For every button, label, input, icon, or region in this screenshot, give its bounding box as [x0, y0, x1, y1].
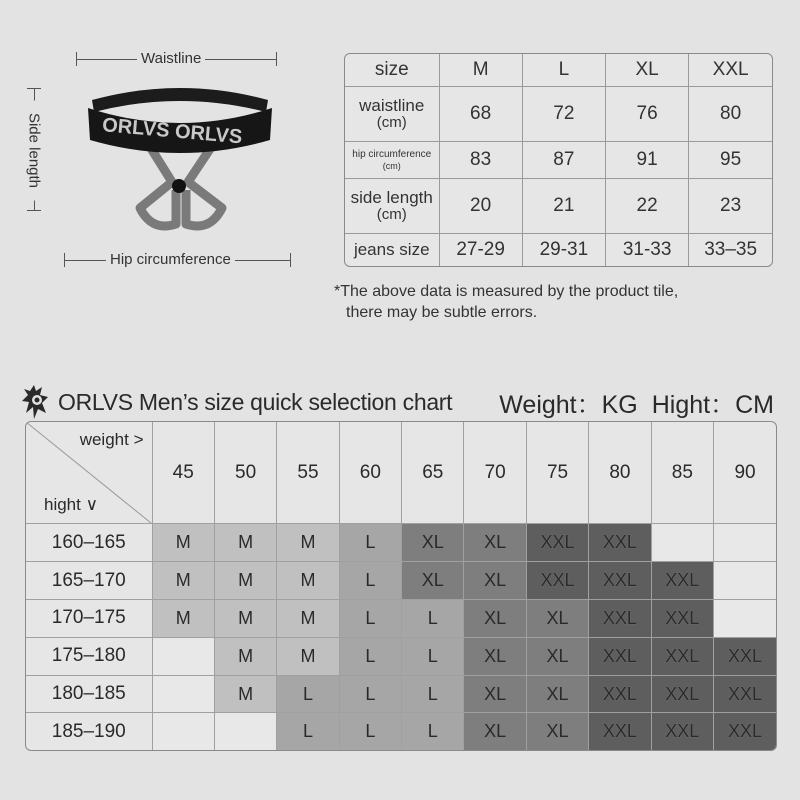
size-cell: XXL	[526, 524, 588, 562]
size-cell: XL	[526, 713, 588, 750]
size-cell	[214, 713, 276, 750]
weight-header-cell: 70	[464, 422, 526, 524]
size-cell: XXL	[526, 562, 588, 600]
spec-cell: 31-33	[606, 234, 689, 266]
weight-header-cell: 50	[214, 422, 276, 524]
size-cell: M	[277, 524, 339, 562]
size-cell: M	[277, 600, 339, 638]
weight-header-cell: 85	[651, 422, 713, 524]
size-cell: M	[152, 600, 214, 638]
spec-cell: 91	[606, 141, 689, 179]
spec-cell: 21	[522, 179, 605, 234]
size-cell: L	[402, 713, 464, 750]
size-cell: XL	[526, 675, 588, 713]
spec-cell: 20	[439, 179, 522, 234]
grid-row	[26, 713, 776, 750]
size-cell: XL	[464, 562, 526, 600]
size-cell: XXL	[589, 675, 651, 713]
size-cell: L	[339, 600, 401, 638]
size-cell: L	[339, 524, 401, 562]
weight-header-cell: 75	[526, 422, 588, 524]
size-cell: L	[277, 713, 339, 750]
spec-row-waistline	[345, 86, 772, 141]
height-unit-label: Hight：CM	[651, 391, 774, 419]
spec-cell: 22	[606, 179, 689, 234]
grid-row	[26, 524, 776, 562]
spec-label-unit: (cm)	[382, 160, 401, 171]
hip-cap-left	[64, 253, 65, 267]
size-cell: M	[214, 524, 276, 562]
spec-cell: 27-29	[439, 234, 522, 266]
size-cell: XL	[464, 637, 526, 675]
spec-row-label	[345, 234, 439, 266]
spec-row-hip	[345, 141, 772, 179]
size-cell: M	[214, 562, 276, 600]
size-cell: XXL	[589, 637, 651, 675]
height-range-cell: 175–180	[26, 637, 152, 675]
spec-label-text: waistline	[359, 95, 425, 115]
grid-row	[26, 637, 776, 675]
size-cell: XL	[464, 524, 526, 562]
spec-header-cell: XXL	[689, 54, 772, 86]
weight-header-cell: 90	[714, 422, 776, 524]
spec-row-jeans	[345, 234, 772, 266]
weight-header-cell: 65	[402, 422, 464, 524]
spec-row-label	[345, 86, 439, 141]
size-cell: M	[214, 675, 276, 713]
size-cell: XXL	[651, 600, 713, 638]
size-cell: L	[402, 637, 464, 675]
spec-cell: 87	[522, 141, 605, 179]
size-cell: XXL	[714, 675, 776, 713]
size-cell: L	[277, 675, 339, 713]
height-range-cell: 185–190	[26, 713, 152, 750]
size-cell: L	[402, 675, 464, 713]
weight-header-cell: 80	[589, 422, 651, 524]
grid-corner-cell	[26, 422, 152, 524]
size-cell: M	[152, 562, 214, 600]
size-cell: XXL	[589, 600, 651, 638]
size-cell	[152, 637, 214, 675]
quick-chart-title-text: ORLVS Men’s size quick selection chart	[58, 388, 453, 415]
size-cell: XXL	[714, 637, 776, 675]
side-length-cap-top	[27, 88, 41, 89]
jockstrap-illustration	[80, 82, 280, 242]
size-cell	[714, 600, 776, 638]
size-cell: XXL	[651, 562, 713, 600]
spec-cell: 83	[439, 141, 522, 179]
spec-cell: 23	[689, 179, 772, 234]
size-cell: XXL	[589, 713, 651, 750]
size-cell: XL	[402, 562, 464, 600]
waistline-cap-right	[276, 52, 277, 66]
measurement-note	[334, 281, 678, 323]
size-cell	[152, 713, 214, 750]
corner-weight-label: weight >	[79, 430, 144, 449]
hip-cap-right	[290, 253, 291, 267]
size-cell: L	[339, 713, 401, 750]
size-cell: XXL	[714, 713, 776, 750]
size-cell: L	[339, 637, 401, 675]
size-cell: L	[339, 675, 401, 713]
size-cell: XL	[526, 637, 588, 675]
side-length-label: Side length	[26, 101, 43, 201]
unit-legend	[499, 385, 774, 421]
size-cell: XL	[526, 600, 588, 638]
waistline-cap-left	[76, 52, 77, 66]
size-cell	[651, 524, 713, 562]
size-cell	[714, 562, 776, 600]
spec-cell: 72	[522, 86, 605, 141]
size-cell	[714, 524, 776, 562]
spec-header-cell: size	[345, 54, 439, 86]
brand-logo-icon	[20, 383, 50, 421]
size-cell: M	[214, 600, 276, 638]
size-selection-table	[26, 422, 776, 750]
spec-row-side-length	[345, 179, 772, 234]
size-cell: XXL	[589, 524, 651, 562]
spec-cell: 95	[689, 141, 772, 179]
size-cell: M	[214, 637, 276, 675]
size-cell: M	[277, 637, 339, 675]
grid-header-row	[26, 422, 776, 524]
side-length-cap-bottom	[27, 210, 41, 211]
size-cell: M	[277, 562, 339, 600]
weight-header-cell: 45	[152, 422, 214, 524]
size-cell: XL	[464, 713, 526, 750]
grid-row	[26, 675, 776, 713]
size-selection-grid	[25, 421, 777, 751]
spec-cell: 29-31	[522, 234, 605, 266]
height-range-cell: 160–165	[26, 524, 152, 562]
note-line-1: *The above data is measured by the product tile,	[334, 283, 679, 300]
size-cell: XL	[402, 524, 464, 562]
spec-cell: 68	[439, 86, 522, 141]
size-cell: XXL	[651, 637, 713, 675]
size-cell: M	[152, 524, 214, 562]
hip-circumference-label: Hip circumference	[106, 251, 235, 268]
spec-header-cell: L	[522, 54, 605, 86]
spec-label-text: jeans size	[353, 240, 430, 260]
spec-label-text: side length	[350, 188, 433, 208]
corner-height-label: hight ∨	[44, 495, 99, 515]
grid-row	[26, 562, 776, 600]
spec-label-unit: (cm)	[376, 113, 407, 131]
size-cell: XXL	[589, 562, 651, 600]
height-range-cell: 180–185	[26, 675, 152, 713]
size-cell: XXL	[651, 675, 713, 713]
spec-label-text: hip circumference	[352, 148, 432, 160]
waistline-label: Waistline	[137, 50, 205, 67]
size-cell	[152, 675, 214, 713]
size-cell: XL	[464, 675, 526, 713]
size-cell: XXL	[651, 713, 713, 750]
spec-label-unit: (cm)	[376, 206, 407, 224]
height-range-cell: 165–170	[26, 562, 152, 600]
note-line-2: there may be subtle errors.	[346, 304, 538, 321]
size-spec-table	[344, 53, 773, 267]
spec-row-label	[345, 141, 439, 179]
spec-cell: 76	[606, 86, 689, 141]
spec-header-row	[345, 54, 772, 86]
product-diagram	[0, 0, 320, 290]
size-cell: L	[339, 562, 401, 600]
spec-row-label	[345, 179, 439, 234]
spec-cell: 80	[689, 86, 772, 141]
grid-row	[26, 600, 776, 638]
quick-chart-title	[20, 380, 452, 424]
size-cell: XL	[464, 600, 526, 638]
height-range-cell: 170–175	[26, 600, 152, 638]
weight-unit-label: Weight：KG	[499, 391, 638, 419]
weight-header-cell: 60	[339, 422, 401, 524]
spec-cell: 33–35	[689, 234, 772, 266]
band-text: ORLVS ORLVS	[101, 114, 244, 149]
spec-header-cell: M	[439, 54, 522, 86]
spec-header-cell: XL	[606, 54, 689, 86]
size-cell: L	[402, 600, 464, 638]
weight-header-cell: 55	[277, 422, 339, 524]
